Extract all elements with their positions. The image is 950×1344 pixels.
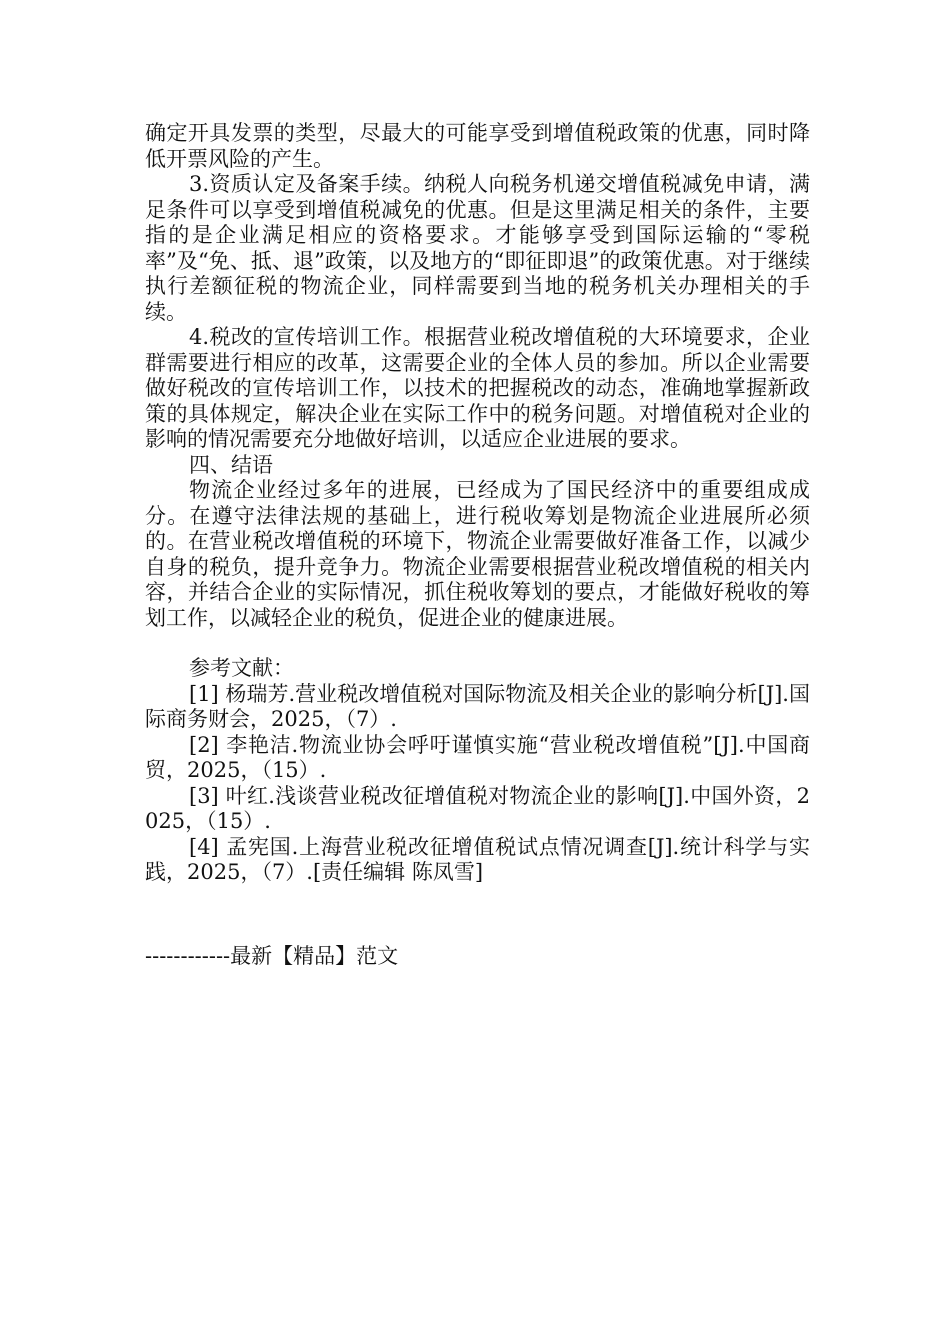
paragraph-qualification: 3.资质认定及备案手续。纳税人向税务机递交增值税减免申请，满足条件可以享受到增值税减免的优惠。但是这里满足相关的条件，主要指的是企业满足相应的资格要求。才能够享受到国际运输的“零税率”及“免、抵、退”政策，以及地方的“即征即退”的政策优惠。对于继续执行差额征税的物流企业，同样需要到当地的税务机关办理相关的手续。 bbox=[145, 172, 810, 324]
footer-tagline: ------------最新【精品】范文 bbox=[145, 944, 399, 968]
references-title: 参考文献： bbox=[189, 656, 294, 680]
paragraph-continuation: 确定开具发票的类型，尽最大的可能享受到增值税政策的优惠，同时降低开票风险的产生。 bbox=[145, 121, 810, 171]
reference-item-1: [1] 杨瑞芳.营业税改增值税对国际物流及相关企业的影响分析[J].国际商务财会，2025，（7）. bbox=[145, 681, 810, 731]
section-heading-conclusion: 四、结语 bbox=[189, 452, 273, 477]
document-body bbox=[145, 121, 810, 886]
paragraph-conclusion: 物流企业经过多年的进展，已经成为了国民经济中的重要组成成分。在遵守法律法规的基础上，进行税收筹划是物流企业进展所必须的。在营业税改增值税的环境下，物流企业需要做好准备工作，以减少自身的税负，提升竞争力。物流企业需要根据营业税改增值税的相关内容，并结合企业的实际情况，抓住税收筹划的要点，才能做好税收的筹划工作，以减轻企业的税负，促进企业的健康进展。 bbox=[145, 478, 810, 630]
reference-item-4: [4] 孟宪国.上海营业税改征增值税试点情况调查[J].统计科学与实践，2025，（7）.[责任编辑 陈凤雪] bbox=[145, 834, 810, 884]
reference-item-3: [3] 叶红.浅谈营业税改征增值税对物流企业的影响[J].中国外资，2025，（15）. bbox=[145, 783, 810, 833]
paragraph-training: 4.税改的宣传培训工作。根据营业税改增值税的大环境要求，企业群需要进行相应的改革，这需要企业的全体人员的参加。所以企业需要做好税改的宣传培训工作，以技术的把握税改的动态，准确地掌握新政策的具体规定，解决企业在实际工作中的税务问题。对增值税对企业的影响的情况需要充分地做好培训，以适应企业进展的要求。 bbox=[145, 325, 810, 451]
reference-item-2: [2] 李艳洁.物流业协会呼吁谨慎实施“营业税改增值税”[J].中国商贸，2025，（15）. bbox=[145, 732, 810, 782]
